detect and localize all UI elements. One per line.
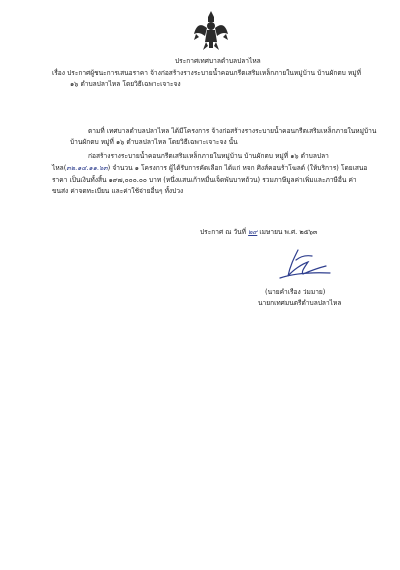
paragraph-2-line-2-start: ไหล( (52, 164, 67, 172)
subject-line-1 (52, 69, 361, 77)
paragraph-1-line-2: บ้านผักตบ หมู่ที่ ๑๖ ตำบลปลาไหล โดยวิธีเฉพาะเจาะจง นั้น (70, 138, 238, 146)
date-suffix: เมษายน พ.ศ. ๒๕๖๓ (259, 228, 318, 236)
handwritten-signature (268, 246, 338, 284)
date-day-handwritten: ๒๙ (248, 228, 258, 236)
paragraph-2-line-2 (52, 164, 367, 172)
subject-text-2: ๑๖ ตำบลปลาไหล โดยวิธีเฉพาะเจาะจง (70, 80, 181, 88)
paragraph-2-line-3: ราคา เป็นเงินทั้งสิ้น ๑๙๗,๐๐๐.๐๐ บาท (หนึ่งแสนเก้าหมื่นเจ็ดพันบาทถ้วน) รวมภาษีมูลค่าเพิ่มและภาษีอื่น ค่า (52, 176, 357, 184)
announcement-date (200, 228, 317, 236)
signer-position: นายกเทศมนตรีตำบลปลาไหล (258, 299, 342, 307)
subject-label: เรื่อง (52, 69, 65, 77)
paragraph-2-line-2-end: ) จำนวน ๑ โครงการ ผู้ได้รับการคัดเลือก ได้แก่ หจก ศิงส์คอนร้าโฆลด์ (ให้บริการ) โดยเสนอ (107, 164, 368, 172)
signer-name: (นายคำเรือง ว่มมาย) (265, 288, 326, 296)
subject-text-1: ประกาศผู้ชนะการเสนอราคา จ้างก่อสร้างรางระบายน้ำคอนกรีตเสริมเหล็กภายในหมู่บ้าน บ้านผักตบ หมู่ที่ (67, 69, 361, 77)
handwritten-code: ๓๒.๑๔.๑๑.๖๓ (66, 164, 108, 172)
announcement-heading: ประกาศเทศบาลตำบลปลาไหล (175, 57, 261, 65)
paragraph-2-line-1: ก่อสร้างรางระบายน้ำคอนกรีตเสริมเหล็กภายในหมู่บ้าน บ้านผักตบ หมู่ที่ ๑๖ ตำบลปลา (88, 152, 329, 160)
paragraph-2-line-4: ขนส่ง ค่าจดทะเบียน และค่าใช้จ่ายอื่นๆ ทั้งปวง (52, 187, 184, 195)
garuda-emblem-icon (193, 10, 229, 52)
paragraph-1-line-1: ตามที่ เทศบาลตำบลปลาไหล ได้มีโครงการ จ้างก่อสร้างรางระบายน้ำคอนกรีตเสริมเหล็กภายในหมู่บ้าน (88, 127, 377, 135)
date-prefix: ประกาศ ณ วันที่ (200, 228, 247, 236)
